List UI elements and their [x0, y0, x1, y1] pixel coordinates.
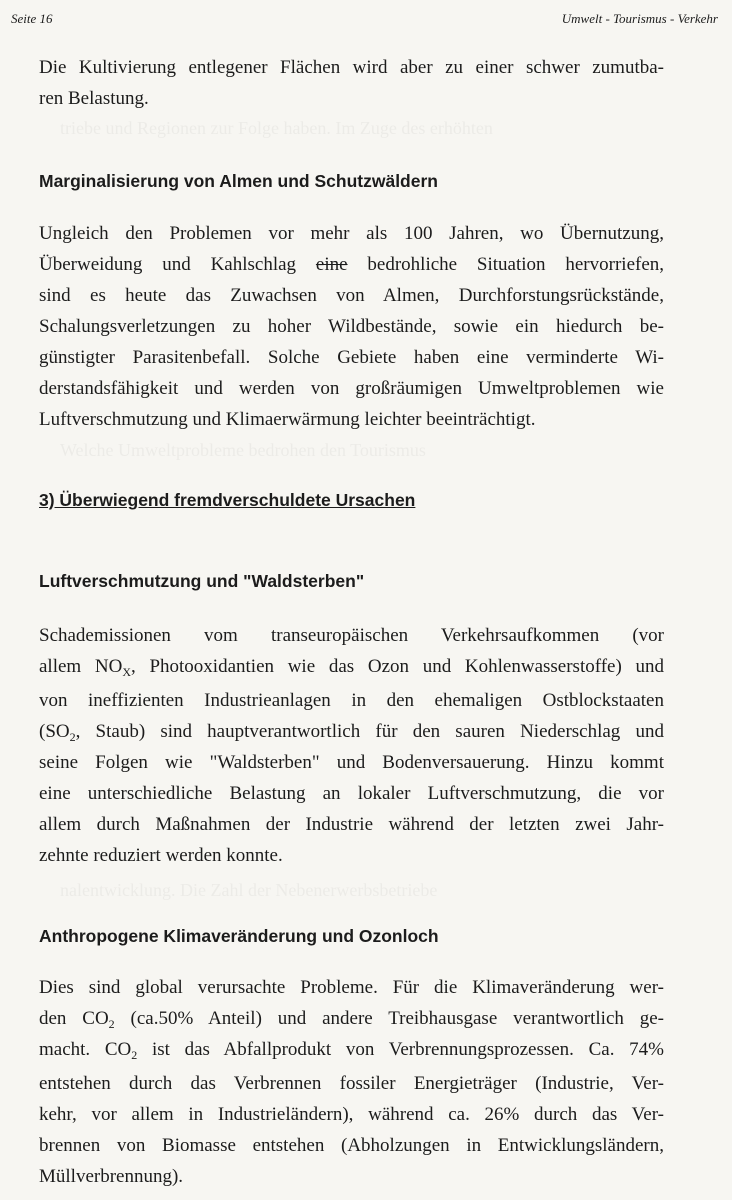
text-line: seine Folgen wie "Waldsterben" und Bodenversauerung. Hinzu kommt — [39, 752, 664, 773]
text-line: Ungleich den Problemen vor mehr als 100 Jahren, wo Übernutzung, — [39, 223, 664, 244]
text-line: Schalungsverletzungen zu hoher Wildbestände, sowie ein hiedurch be- — [39, 316, 664, 337]
text-line: allem durch Maßnahmen der Industrie während der letzten zwei Jahr- — [39, 814, 664, 835]
show-through: triebe und Regionen zur Folge haben. Im Zuge des erhöhten — [60, 118, 493, 138]
text-line: ($SO_2$, Staub) sind hauptverantwortlich für den sauren Niederschlag und — [39, 721, 664, 744]
section-heading-3: 3) Überwiegend fremdverschuldete Ursachen — [39, 490, 416, 510]
show-through: Welche Umweltprobleme bedrohen den Tourismus — [60, 440, 426, 460]
text-line: den $CO_2$ (ca.50% Anteil) und andere Treibhausgase verantwortlich ge- — [39, 1008, 664, 1031]
klima-paragraph — [39, 972, 664, 1192]
text-line: entstehen durch das Verbrennen fossiler Energieträger (Industrie, Ver- — [39, 1073, 664, 1094]
text-line: derstandsfähigkeit und werden von großräumigen Umweltproblemen wie — [39, 378, 664, 399]
text-line: Überweidung und Kahlschlag eine bedrohliche Situation hervorriefen, — [39, 254, 665, 275]
struck-word: eine — [315, 254, 348, 275]
show-through: nalentwicklung. Die Zahl der Nebenerwerbsbetriebe — [60, 880, 438, 900]
intro-paragraph — [39, 52, 664, 114]
marginalisierung-paragraph — [39, 218, 664, 435]
text-line: günstigter Parasitenbefall. Solche Gebiete haben eine verminderte Wi- — [39, 347, 664, 368]
text-line: Luftverschmutzung und Klimaerwärmung leichter beeinträchtigt. — [39, 409, 536, 430]
luftverschmutzung-paragraph — [39, 620, 664, 871]
running-title: Umwelt - Tourismus - Verkehr — [561, 11, 718, 26]
text-line: Müllverbrennung). — [39, 1166, 184, 1187]
text-line: brennen von Biomasse entstehen (Abholzungen in Entwicklungsländern, — [39, 1135, 664, 1156]
subsection-heading: Anthropogene Klimaveränderung und Ozonloch — [39, 926, 439, 946]
text-line: kehr, vor allem in Industrieländern), während ca. 26% durch das Ver- — [39, 1104, 664, 1125]
text-line: macht. $CO_2$ ist das Abfallprodukt von Verbrennungsprozessen. Ca. 74% — [39, 1039, 664, 1062]
text-line: sind es heute das Zuwachsen von Almen, Durchforstungsrückstände, — [39, 285, 664, 306]
text-line: von ineffizienten Industrieanlagen in den ehemaligen Ostblockstaaten — [39, 690, 664, 711]
text-line: Dies sind global verursachte Probleme. Für die Klimaveränderung wer- — [39, 977, 664, 998]
text-line: Die Kultivierung entlegener Flächen wird aber zu einer schwer zumutba- — [39, 57, 664, 78]
text-line: zehnte reduziert werden konnte. — [39, 845, 283, 866]
subsection-heading: Luftverschmutzung und "Waldsterben" — [39, 571, 365, 591]
page-number: Seite 16 — [11, 11, 53, 26]
text-line: ren Belastung. — [39, 88, 149, 109]
text-line: Schademissionen vom transeuropäischen Verkehrsaufkommen (vor — [39, 625, 664, 646]
section-heading: Marginalisierung von Almen und Schutzwäldern — [39, 171, 438, 191]
text-line: allem $NO_X$, Photooxidantien wie das Ozon und Kohlenwasserstoffe) und — [39, 656, 664, 679]
text-line: eine unterschiedliche Belastung an lokaler Luftverschmutzung, die vor — [39, 783, 664, 804]
